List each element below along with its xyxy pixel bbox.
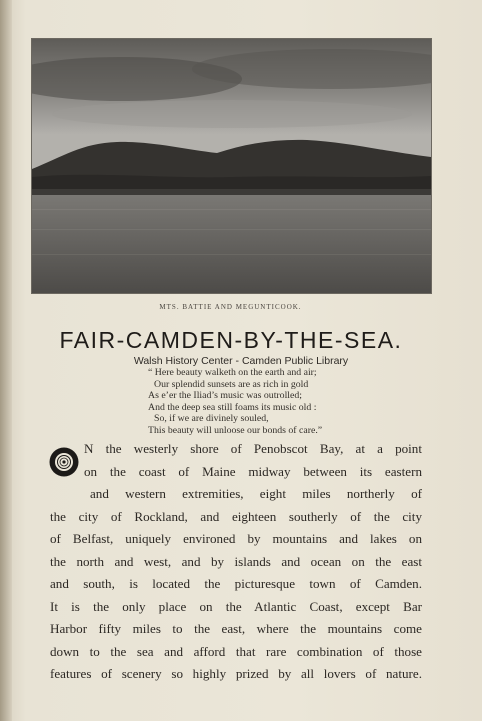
body-line: of Belfast, uniquely environed by mountains and lakes on: [50, 531, 422, 547]
poem-line: So, if we are divinely souled,: [154, 413, 269, 425]
body-line: on the coast of Maine midway between its eastern: [84, 463, 422, 479]
poem-line: And the deep sea still foams its music old :: [148, 401, 317, 413]
poem-line: As e’er the Iliad’s music was outrolled;: [148, 390, 302, 402]
body-line: and western extremities, eight miles northerly of: [90, 486, 422, 502]
poem-line: “ Here beauty walketh on the earth and air;: [148, 367, 317, 378]
epigraph-poem: [148, 367, 378, 437]
page-gutter: [0, 0, 12, 721]
body-line: features of scenery so highly prized by all lovers of nature.: [50, 666, 422, 682]
body-line: Harbor fifty miles to the east, where the mountains come: [50, 621, 422, 637]
body-line: the north and west, and by islands and ocean on the east: [50, 553, 422, 569]
mountain-photo: [31, 38, 432, 294]
body-line: It is the only place on the Atlantic Coast, except Bar: [50, 598, 422, 614]
body-line: down to the sea and afford that rare combination of those: [50, 643, 422, 659]
library-watermark: Walsh History Center - Camden Public Library: [133, 355, 349, 367]
poem-line: Our splendid sunsets are as rich in gold: [154, 378, 309, 390]
body-line: and south, is located the picturesque town of Camden.: [50, 576, 422, 592]
body-paragraph: [50, 438, 422, 686]
photo-caption: MTS. BATTIE AND MEGUNTICOOK.: [159, 303, 302, 311]
page-title: FAIR-CAMDEN-BY-THE-SEA.: [59, 327, 403, 353]
body-line: N the westerly shore of Penobscot Bay, at a point: [84, 441, 422, 456]
body-line: the city of Rockland, and eighteen southerly of the city: [50, 508, 422, 524]
poem-line: This beauty will unloose our bonds of care.”: [148, 424, 323, 436]
